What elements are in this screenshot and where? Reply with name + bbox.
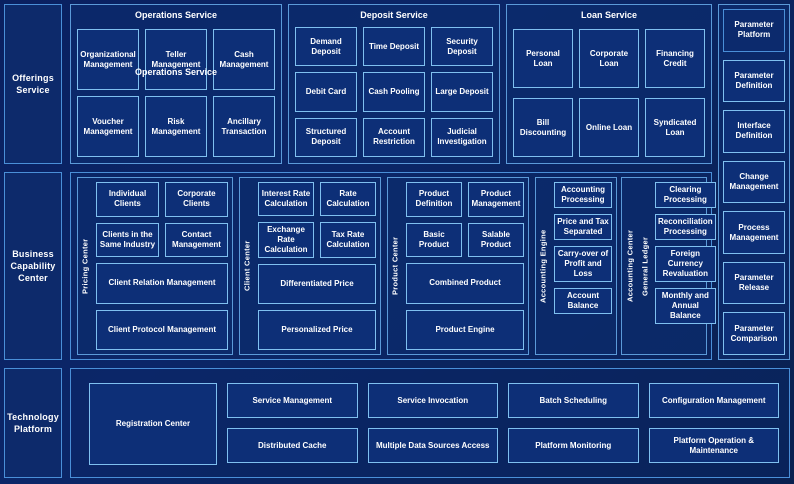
- cell-syndicated-loan[interactable]: Syndicated Loan: [645, 98, 705, 157]
- cell-salable-product[interactable]: Salable Product: [468, 223, 524, 258]
- layer-label-text: Offerings Service: [12, 73, 54, 95]
- technology-platform-body: [70, 368, 790, 478]
- product-pair-top: [406, 182, 524, 217]
- cell-account-balance[interactable]: Account Balance: [554, 288, 612, 314]
- group-deposit-service: [288, 4, 500, 164]
- cell-cash-management[interactable]: Cash Management: [213, 29, 275, 90]
- layer-label-text: Business Capability Center: [10, 249, 56, 283]
- cell-distributed-cache[interactable]: Distributed Cache: [227, 428, 358, 463]
- group-title-deposit-service: Deposit Service: [360, 10, 428, 20]
- cell-combined-product[interactable]: Combined Product: [406, 263, 524, 304]
- cell-change-management[interactable]: Change Management: [723, 161, 785, 204]
- cell-accounting-processing[interactable]: Accounting Processing: [554, 182, 612, 208]
- cell-clients-in-the-same-industry[interactable]: Clients in the Same Industry: [96, 223, 159, 258]
- operations-service-cells: [77, 29, 275, 157]
- cell-debit-card[interactable]: Debit Card: [295, 72, 357, 111]
- layer-label-business-capability-center: [4, 172, 62, 360]
- section-vlabel-pricing-center: Pricing Center: [80, 238, 90, 294]
- cell-individual-clients[interactable]: Individual Clients: [96, 182, 159, 217]
- cell-risk-management[interactable]: Risk Management: [145, 96, 207, 157]
- cell-contact-management[interactable]: Contact Management: [165, 223, 228, 258]
- loan-service-cells: [513, 29, 705, 157]
- client-pair-top: [258, 182, 376, 216]
- cell-online-loan[interactable]: Online Loan: [579, 98, 639, 157]
- cell-rate-calculation[interactable]: Rate Calculation: [320, 182, 376, 216]
- cell-product-management[interactable]: Product Management: [468, 182, 524, 217]
- vlabel-accounting-center-text: Accounting Center: [625, 229, 635, 303]
- client-pair-mid: [258, 222, 376, 258]
- cell-client-relation-management[interactable]: Client Relation Management: [96, 263, 228, 304]
- section-body-accounting-center: [638, 178, 720, 354]
- section-vlabel-client-center: Client Center: [242, 240, 252, 292]
- section-body-product-center: [402, 178, 528, 354]
- cell-cash-pooling[interactable]: Cash Pooling: [363, 72, 425, 111]
- cell-personal-loan[interactable]: Personal Loan: [513, 29, 573, 88]
- cell-teller-management[interactable]: Teller Management: [145, 29, 207, 90]
- cell-financing-credit[interactable]: Financing Credit: [645, 29, 705, 88]
- cell-voucher-management[interactable]: Voucher Management: [77, 96, 139, 157]
- cell-corporate-loan[interactable]: Corporate Loan: [579, 29, 639, 88]
- business-capability-body: [70, 172, 712, 360]
- section-accounting-center: [621, 177, 713, 355]
- cell-carry-over-of-profit-and-loss[interactable]: Carry-over of Profit and Loss: [554, 246, 612, 282]
- cell-corporate-clients[interactable]: Corporate Clients: [165, 182, 228, 217]
- cell-product-engine[interactable]: Product Engine: [406, 310, 524, 351]
- layer-label-text: Technology Platform: [7, 412, 59, 434]
- section-product-center: [387, 177, 529, 355]
- cell-interface-definition[interactable]: Interface Definition: [723, 110, 785, 153]
- cell-exchange-rate-calculation[interactable]: Exchange Rate Calculation: [258, 222, 314, 258]
- cell-client-protocol-management[interactable]: Client Protocol Management: [96, 310, 228, 351]
- section-pricing-center: [77, 177, 233, 355]
- cell-process-management[interactable]: Process Management: [723, 211, 785, 254]
- cell-large-deposit[interactable]: Large Deposit: [431, 72, 493, 111]
- section-body-client-center: [254, 178, 380, 354]
- section-body-pricing-center: [92, 178, 232, 354]
- accounting-center-cells: [655, 182, 716, 350]
- cell-foreign-currency-revaluation[interactable]: Foreign Currency Revaluation: [655, 246, 716, 282]
- cell-clearing-processing[interactable]: Clearing Processing: [655, 182, 716, 208]
- group-title-parameter-platform: Parameter Platform: [723, 9, 785, 52]
- cell-multiple-data-sources-access[interactable]: Multiple Data Sources Access: [368, 428, 499, 463]
- cell-structured-deposit[interactable]: Structured Deposit: [295, 118, 357, 157]
- cell-product-definition[interactable]: Product Definition: [406, 182, 462, 217]
- cell-platform-operation-maintenance[interactable]: Platform Operation & Maintenance: [649, 428, 780, 463]
- group-title-loan-service: Loan Service: [580, 10, 638, 20]
- layer-label-offerings-service: [4, 4, 62, 164]
- cell-account-restriction[interactable]: Account Restriction: [363, 118, 425, 157]
- parameter-platform-cells: [719, 5, 789, 359]
- group-parameter-platform: [718, 4, 790, 360]
- cell-batch-scheduling[interactable]: Batch Scheduling: [508, 383, 639, 418]
- deposit-service-cells: [295, 27, 493, 157]
- accounting-engine-cells: [554, 182, 612, 350]
- section-client-center: [239, 177, 381, 355]
- cell-reconciliation-processing[interactable]: Reconciliation Processing: [655, 214, 716, 240]
- cell-parameter-release[interactable]: Parameter Release: [723, 262, 785, 305]
- cell-monthly-and-annual-balance[interactable]: Monthly and Annual Balance: [655, 288, 716, 324]
- cell-differentiated-price[interactable]: Differentiated Price: [258, 264, 376, 304]
- cell-platform-monitoring[interactable]: Platform Monitoring: [508, 428, 639, 463]
- cell-ancillary-transaction[interactable]: Ancillary Transaction: [213, 96, 275, 157]
- cell-demand-deposit[interactable]: Demand Deposit: [295, 27, 357, 66]
- layer-label-technology-platform: [4, 368, 62, 478]
- cell-time-deposit[interactable]: Time Deposit: [363, 27, 425, 66]
- group-operations-service: [70, 4, 282, 164]
- product-pair-mid: [406, 223, 524, 258]
- section-vlabel-general-ledger: General Ledger: [640, 236, 650, 296]
- cell-security-deposit[interactable]: Security Deposit: [431, 27, 493, 66]
- cell-organizational-management[interactable]: Organizational Management: [77, 29, 139, 90]
- group-loan-service: [506, 4, 712, 164]
- cell-price-and-tax-separated[interactable]: Price and Tax Separated: [554, 214, 612, 240]
- cell-tax-rate-calculation[interactable]: Tax Rate Calculation: [320, 222, 376, 258]
- section-vlabel-accounting-center: [622, 178, 638, 354]
- section-accounting-engine: [535, 177, 617, 355]
- group-title-operations-service: Operations Service: [134, 10, 218, 20]
- cell-parameter-comparison[interactable]: Parameter Comparison: [723, 312, 785, 355]
- section-vlabel-product-center: Product Center: [390, 236, 400, 296]
- cell-parameter-definition[interactable]: Parameter Definition: [723, 60, 785, 103]
- technology-platform-cells: [227, 383, 779, 463]
- cell-interest-rate-calculation[interactable]: Interest Rate Calculation: [258, 182, 314, 216]
- pricing-pair-top: [96, 182, 228, 217]
- cell-service-invocation[interactable]: Service Invocation: [368, 383, 499, 418]
- cell-service-management[interactable]: Service Management: [227, 383, 358, 418]
- pricing-pair-mid: [96, 223, 228, 258]
- cell-personalized-price[interactable]: Personalized Price: [258, 310, 376, 350]
- cell-registration-center[interactable]: Registration Center: [89, 383, 217, 465]
- section-vlabel-accounting-engine: Accounting Engine: [538, 229, 548, 303]
- section-body-accounting-engine: [550, 178, 616, 354]
- group-subtitle-operations-service: Operations Service: [134, 67, 218, 77]
- cell-bill-discounting[interactable]: Bill Discounting: [513, 98, 573, 157]
- cell-basic-product[interactable]: Basic Product: [406, 223, 462, 258]
- cell-configuration-management[interactable]: Configuration Management: [649, 383, 780, 418]
- cell-judicial-investigation[interactable]: Judicial Investigation: [431, 118, 493, 157]
